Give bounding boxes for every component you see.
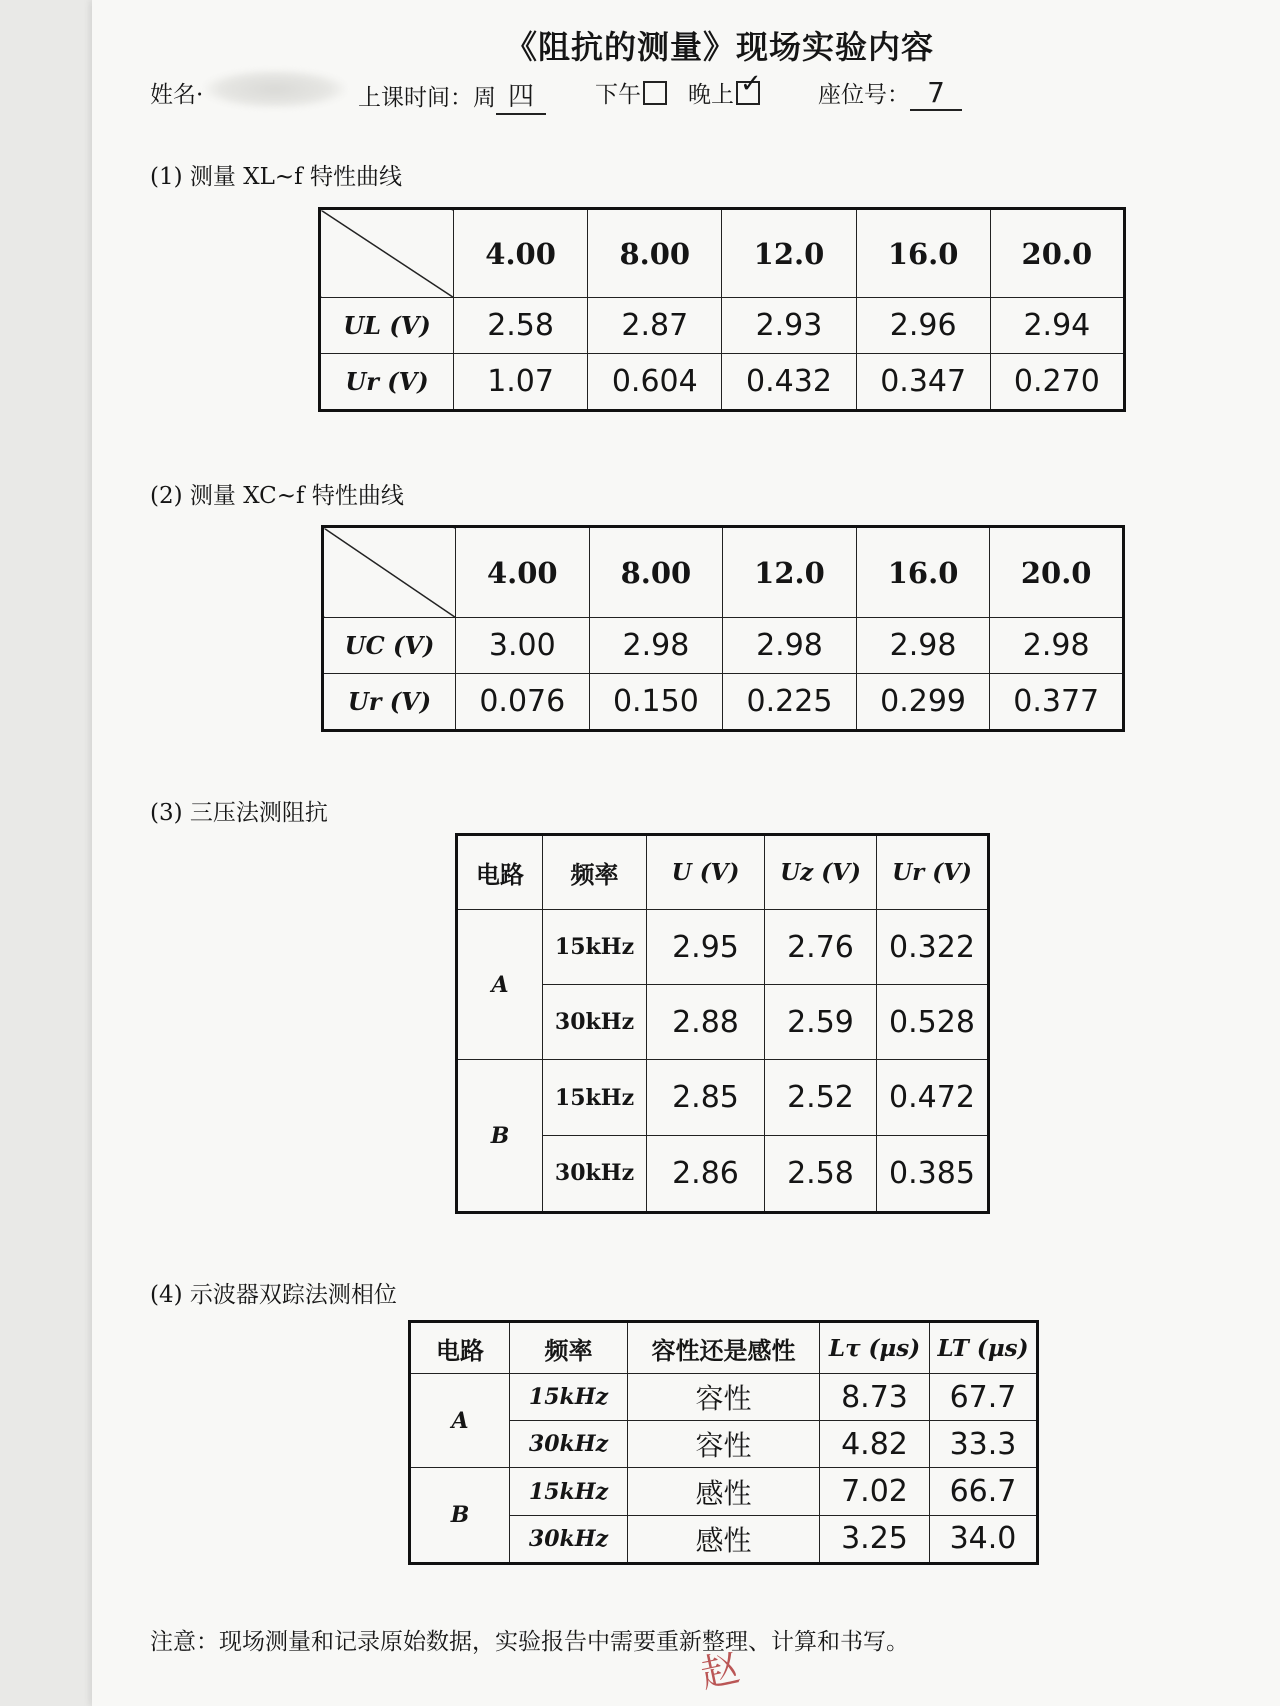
afternoon-field xyxy=(595,76,667,109)
seat-label: 座位号： xyxy=(818,82,910,108)
value-cell: 33.3 xyxy=(930,1421,1038,1468)
freq-header: 16.0 xyxy=(856,527,990,618)
circuit-a: A xyxy=(410,1374,510,1468)
value-cell: 34.0 xyxy=(930,1515,1038,1563)
freq-cell: 15kHz xyxy=(543,910,647,985)
freq-header: 4.00 xyxy=(454,209,588,298)
freq-header: 20.0 xyxy=(990,209,1124,298)
value-cell: 66.7 xyxy=(930,1468,1038,1515)
seat-number: 7 xyxy=(910,76,962,111)
freq-cell: 15kHz xyxy=(510,1468,628,1515)
section2-title: (2) 测量 XC~f 特性曲线 xyxy=(150,483,404,509)
value-cell: 1.07 xyxy=(454,353,588,410)
value-cell: 2.98 xyxy=(856,618,990,674)
value-cell: 0.150 xyxy=(589,673,723,730)
evening-label: 晚上 xyxy=(688,82,734,108)
value-cell: 2.98 xyxy=(723,618,857,674)
row-label-uc: UC (V) xyxy=(323,618,456,674)
diagonal-header-cell xyxy=(323,527,456,618)
page-title: 《阻抗的测量》现场实验内容 xyxy=(505,28,935,66)
freq-header: 16.0 xyxy=(856,209,990,298)
instructor-signature: 赵 xyxy=(696,1645,743,1697)
header-ur: Ur (V) xyxy=(877,835,989,910)
freq-cell: 15kHz xyxy=(510,1374,628,1421)
type-cell: 感性 xyxy=(628,1468,820,1515)
freq-cell: 30kHz xyxy=(510,1515,628,1563)
freq-cell: 15kHz xyxy=(543,1060,647,1135)
freq-header: 4.00 xyxy=(456,527,590,618)
type-cell: 容性 xyxy=(628,1374,820,1421)
value-cell: 2.95 xyxy=(647,910,765,985)
freq-header: 8.00 xyxy=(588,209,722,298)
header-circuit: 电路 xyxy=(457,835,543,910)
value-cell: 0.385 xyxy=(877,1135,989,1212)
value-cell: 2.87 xyxy=(588,298,722,354)
value-cell: 7.02 xyxy=(820,1468,930,1515)
header-l-t: LT (μs) xyxy=(930,1322,1038,1374)
type-cell: 感性 xyxy=(628,1515,820,1563)
value-cell: 4.82 xyxy=(820,1421,930,1468)
value-cell: 67.7 xyxy=(930,1374,1038,1421)
evening-check-mark: ✓ xyxy=(740,69,762,99)
freq-cell: 30kHz xyxy=(543,985,647,1060)
value-cell: 2.86 xyxy=(647,1135,765,1212)
name-label: 姓名· xyxy=(150,82,204,108)
value-cell: 2.98 xyxy=(990,618,1124,674)
value-cell: 0.225 xyxy=(723,673,857,730)
freq-header: 12.0 xyxy=(722,209,856,298)
value-cell: 0.377 xyxy=(990,673,1124,730)
freq-header: 8.00 xyxy=(589,527,723,618)
freq-header: 20.0 xyxy=(990,527,1124,618)
circuit-b: B xyxy=(457,1060,543,1213)
freq-cell: 30kHz xyxy=(543,1135,647,1212)
circuit-a: A xyxy=(457,910,543,1060)
value-cell: 2.88 xyxy=(647,985,765,1060)
value-cell: 0.472 xyxy=(877,1060,989,1135)
value-cell: 0.528 xyxy=(877,985,989,1060)
header-frequency: 频率 xyxy=(510,1322,628,1374)
weekday-value: 四 xyxy=(496,76,546,115)
header-u: U (V) xyxy=(647,835,765,910)
value-cell: 0.270 xyxy=(990,353,1124,410)
header-type: 容性还是感性 xyxy=(628,1322,820,1374)
value-cell: 2.58 xyxy=(765,1135,877,1212)
value-cell: 2.85 xyxy=(647,1060,765,1135)
type-cell: 容性 xyxy=(628,1421,820,1468)
value-cell: 2.98 xyxy=(589,618,723,674)
afternoon-checkbox xyxy=(643,81,667,105)
header-frequency: 频率 xyxy=(543,835,647,910)
circuit-b: B xyxy=(410,1468,510,1564)
afternoon-label: 下午 xyxy=(595,82,641,108)
value-cell: 2.93 xyxy=(722,298,856,354)
freq-cell: 30kHz xyxy=(510,1421,628,1468)
value-cell: 3.25 xyxy=(820,1515,930,1563)
value-cell: 0.604 xyxy=(588,353,722,410)
value-cell: 0.322 xyxy=(877,910,989,985)
three-voltage-table xyxy=(455,833,990,1214)
header-uz: Uz (V) xyxy=(765,835,877,910)
class-time-label: 上课时间：周 xyxy=(358,85,496,111)
value-cell: 2.76 xyxy=(765,910,877,985)
value-cell: 2.59 xyxy=(765,985,877,1060)
value-cell: 0.432 xyxy=(722,353,856,410)
value-cell: 2.58 xyxy=(454,298,588,354)
row-label-ul: UL (V) xyxy=(320,298,454,354)
value-cell: 0.299 xyxy=(856,673,990,730)
xc-f-table xyxy=(321,525,1125,732)
value-cell: 2.52 xyxy=(765,1060,877,1135)
freq-header: 12.0 xyxy=(723,527,857,618)
value-cell: 3.00 xyxy=(456,618,590,674)
row-label-ur: Ur (V) xyxy=(323,673,456,730)
footer-note: 注意：现场测量和记录原始数据，实验报告中需要重新整理、计算和书写。 xyxy=(150,1629,909,1655)
evening-checkbox xyxy=(736,69,762,105)
value-cell: 0.076 xyxy=(456,673,590,730)
value-cell: 8.73 xyxy=(820,1374,930,1421)
row-label-ur: Ur (V) xyxy=(320,353,454,410)
value-cell: 0.347 xyxy=(856,353,990,410)
value-cell: 2.94 xyxy=(990,298,1124,354)
header-l-tau: Lτ (μs) xyxy=(820,1322,930,1374)
xl-f-table xyxy=(318,207,1126,412)
evening-field xyxy=(688,69,762,109)
header-circuit: 电路 xyxy=(410,1322,510,1374)
section4-title: (4) 示波器双踪法测相位 xyxy=(150,1282,397,1308)
seat-field xyxy=(818,76,962,111)
section3-title: (3) 三压法测阻抗 xyxy=(150,800,328,826)
value-cell: 2.96 xyxy=(856,298,990,354)
diagonal-header-cell xyxy=(320,209,454,298)
phase-measurement-table xyxy=(408,1320,1039,1565)
section1-title: (1) 测量 XL~f 特性曲线 xyxy=(150,164,402,190)
class-time-field xyxy=(358,76,546,115)
redacted-name xyxy=(205,70,345,108)
